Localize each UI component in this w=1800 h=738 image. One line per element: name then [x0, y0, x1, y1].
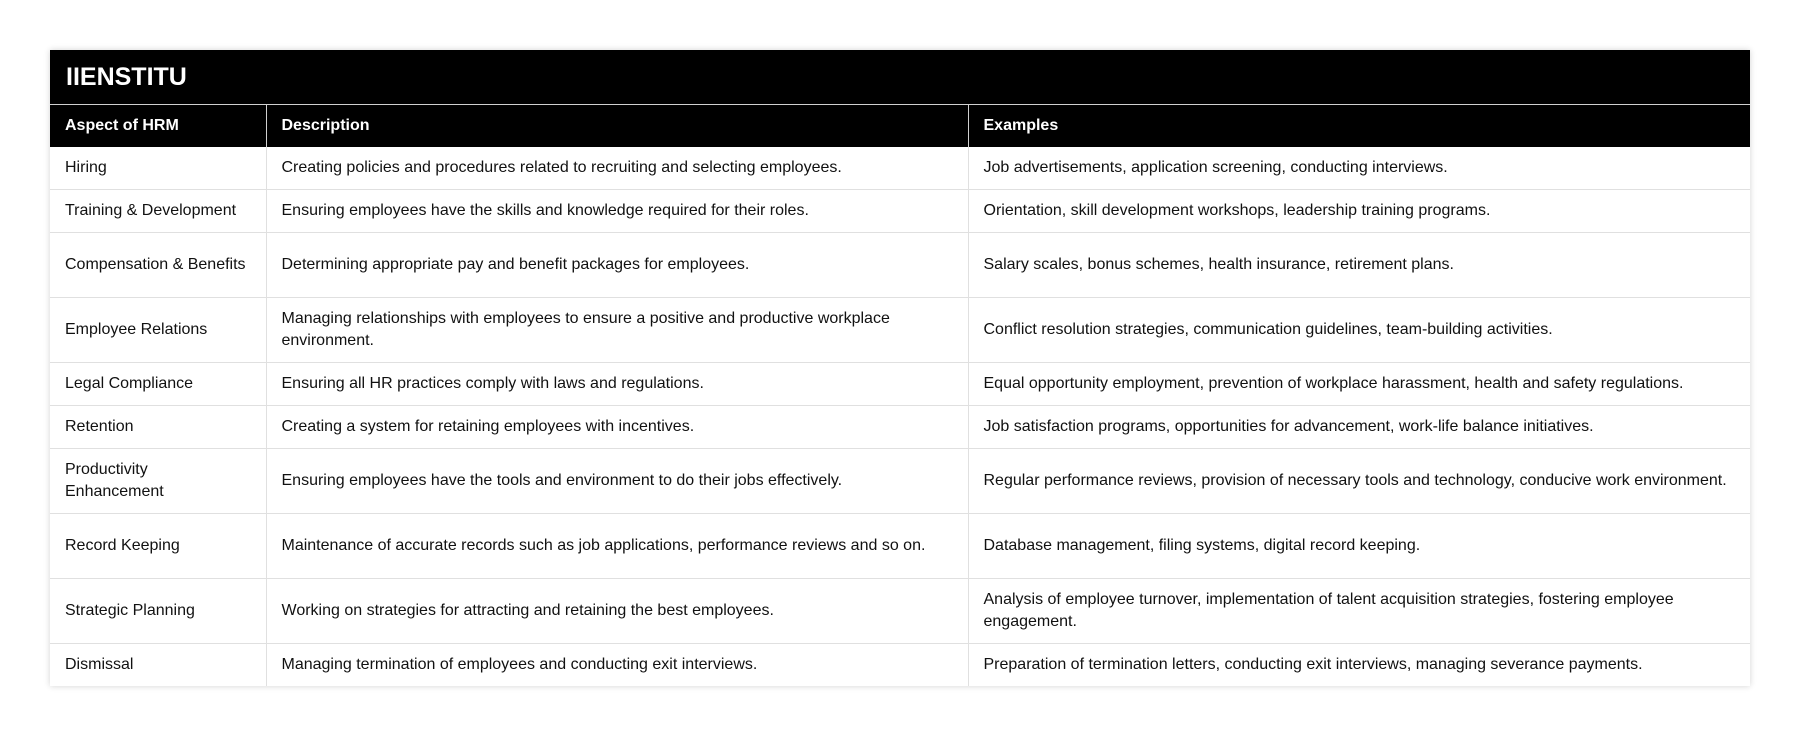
- table-row: [50, 579, 1750, 644]
- cell-description: Creating policies and procedures related to recruiting and selecting employees.: [266, 147, 968, 190]
- cell-description: Working on strategies for attracting and retaining the best employees.: [266, 579, 968, 644]
- cell-description: Determining appropriate pay and benefit packages for employees.: [266, 233, 968, 298]
- cell-aspect: Hiring: [50, 147, 266, 190]
- cell-aspect: Employee Relations: [50, 298, 266, 363]
- header-description: Description: [266, 105, 968, 147]
- cell-examples: Conflict resolution strategies, communication guidelines, team-building activities.: [968, 298, 1750, 363]
- cell-examples: Database management, filing systems, digital record keeping.: [968, 514, 1750, 579]
- table-header: [50, 105, 1750, 147]
- cell-aspect: Strategic Planning: [50, 579, 266, 644]
- table-row: [50, 363, 1750, 406]
- cell-description: Ensuring all HR practices comply with laws and regulations.: [266, 363, 968, 406]
- cell-examples: Salary scales, bonus schemes, health insurance, retirement plans.: [968, 233, 1750, 298]
- cell-examples: Preparation of termination letters, conducting exit interviews, managing severance payments.: [983, 656, 1643, 673]
- table-body: [50, 147, 1750, 686]
- hrm-table: [50, 105, 1750, 686]
- cell-description: Managing relationships with employees to ensure a positive and productive workplace environment.: [266, 298, 968, 363]
- table-title: IIENSTITU: [50, 50, 1750, 105]
- cell-examples: Job advertisements, application screening, conducting interviews.: [968, 147, 1750, 190]
- cell-description: Maintenance of accurate records such as job applications, performance reviews and so on.: [266, 514, 968, 579]
- table-row: [50, 298, 1750, 363]
- cell-description: Creating a system for retaining employees with incentives.: [266, 406, 968, 449]
- cell-aspect: Legal Compliance: [50, 363, 266, 406]
- cell-description: Ensuring employees have the tools and environment to do their jobs effectively.: [266, 449, 968, 514]
- header-aspect: Aspect of HRM: [50, 105, 266, 147]
- cell-examples: Analysis of employee turnover, implementation of talent acquisition strategies, fostering employee engagement.: [968, 579, 1750, 644]
- cell-aspect: Record Keeping: [50, 514, 266, 579]
- cell-examples: Orientation, skill development workshops, leadership training programs.: [968, 190, 1750, 233]
- table-row: [50, 233, 1750, 298]
- cell-description: Managing termination of employees and conducting exit interviews.: [266, 644, 968, 687]
- table-row: [50, 449, 1750, 514]
- cell-examples: Regular performance reviews, provision of necessary tools and technology, conducive work environment.: [968, 449, 1750, 514]
- hrm-table-container: [50, 50, 1750, 686]
- header-row: [50, 105, 1750, 147]
- cell-aspect: Retention: [50, 406, 266, 449]
- cell-aspect: Training & Development: [50, 190, 266, 233]
- cell-aspect: Compensation & Benefits: [50, 233, 266, 298]
- table-row: [50, 147, 1750, 190]
- table-row: [50, 190, 1750, 233]
- header-examples: Examples: [968, 105, 1750, 147]
- cell-aspect: Dismissal: [50, 644, 266, 687]
- cell-aspect: Productivity Enhancement: [50, 449, 266, 514]
- cell-examples: Equal opportunity employment, prevention of workplace harassment, health and safety regulations.: [968, 363, 1750, 406]
- table-row: [50, 644, 1750, 687]
- table-row: [50, 514, 1750, 579]
- table-row: [50, 406, 1750, 449]
- cell-examples: Job satisfaction programs, opportunities for advancement, work-life balance initiatives.: [968, 406, 1750, 449]
- cell-description: Ensuring employees have the skills and knowledge required for their roles.: [266, 190, 968, 233]
